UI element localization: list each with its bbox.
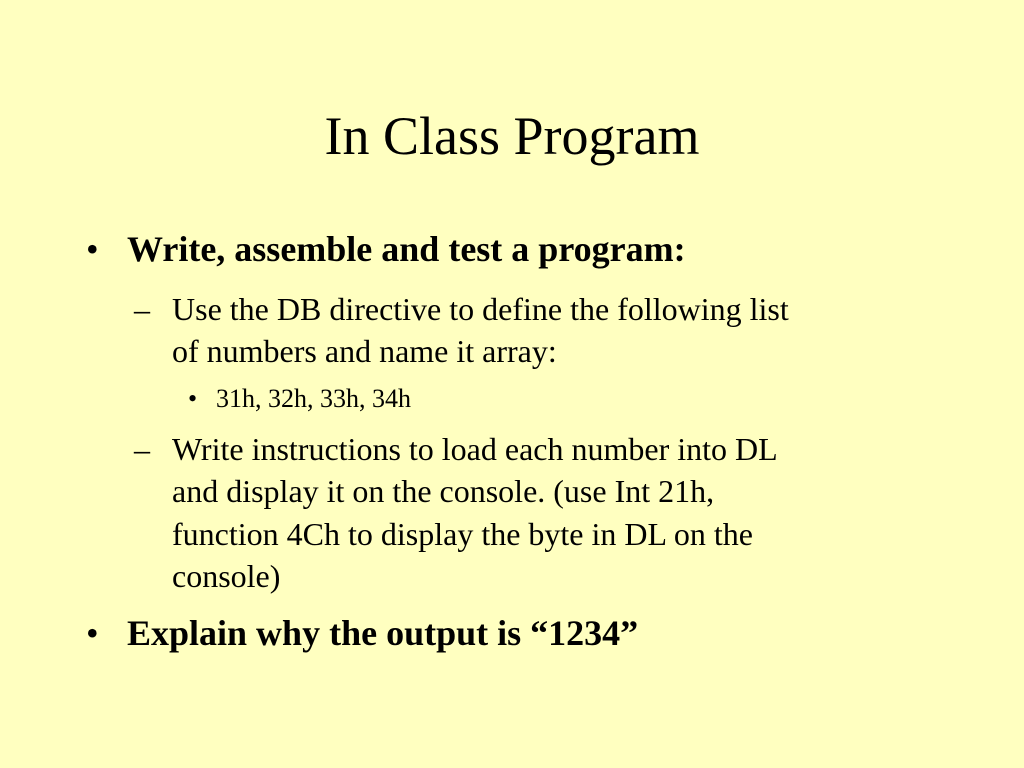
sub-bullet-line: function 4Ch to display the byte in DL on the <box>172 516 753 552</box>
sub-bullet-line: console) <box>172 558 281 594</box>
sub-sub-bullet-text: 31h, 32h, 33h, 34h <box>216 384 411 413</box>
bullet-text: Explain why the output is “1234” <box>127 613 639 653</box>
sub-bullet-line: Write instructions to load each number into DL <box>172 431 778 467</box>
sub-bullet-line: and display it on the console. (use Int 21h, <box>172 473 715 509</box>
slide-title: In Class Program <box>324 106 700 166</box>
sub-bullet-line: Use the DB directive to define the following list <box>172 291 789 327</box>
dash-marker: – <box>134 291 150 327</box>
bullet-marker: • <box>188 384 198 413</box>
bullet-marker: • <box>86 229 99 269</box>
bullet-marker: • <box>86 613 99 653</box>
sub-bullet-line: of numbers and name it array: <box>172 333 557 369</box>
dash-marker: – <box>134 431 150 467</box>
bullet-text: Write, assemble and test a program: <box>127 229 686 269</box>
